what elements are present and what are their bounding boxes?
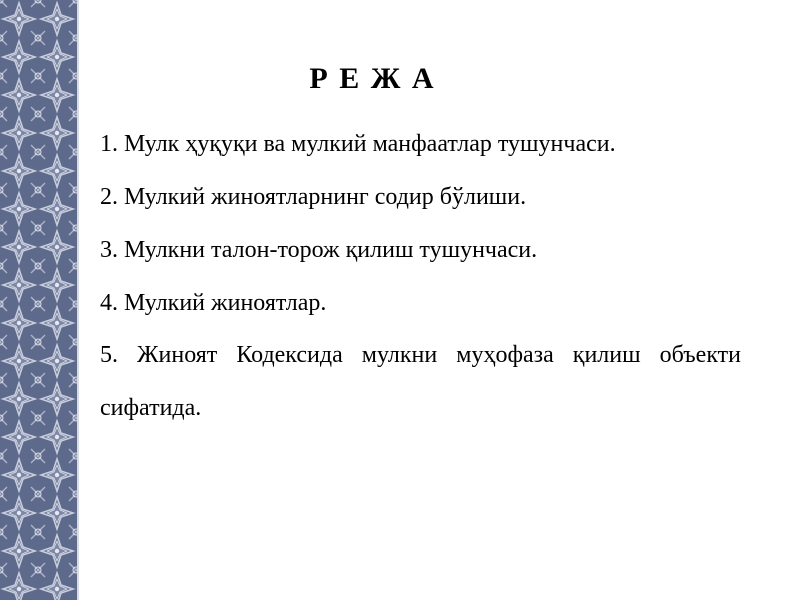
plan-item-1: 1. Мулк ҳуқуқи ва мулкий манфаатлар тушунчаси. (100, 131, 616, 157)
plan-item-5: 5. Жиноят Кодексида мулкни муҳофаза қилиш объекти сифатида. (100, 342, 741, 421)
plan-item-2: 2. Мулкий жиноятларнинг содир бўлиши. (100, 184, 527, 210)
slide-title: Р Е Ж А (309, 62, 436, 95)
plan-item-3: 3. Мулкни талон-торож қилиш тушунчаси. (100, 237, 538, 263)
plan-list (100, 124, 741, 448)
plan-item-4: 4. Мулкий жиноятлар. (100, 290, 327, 316)
